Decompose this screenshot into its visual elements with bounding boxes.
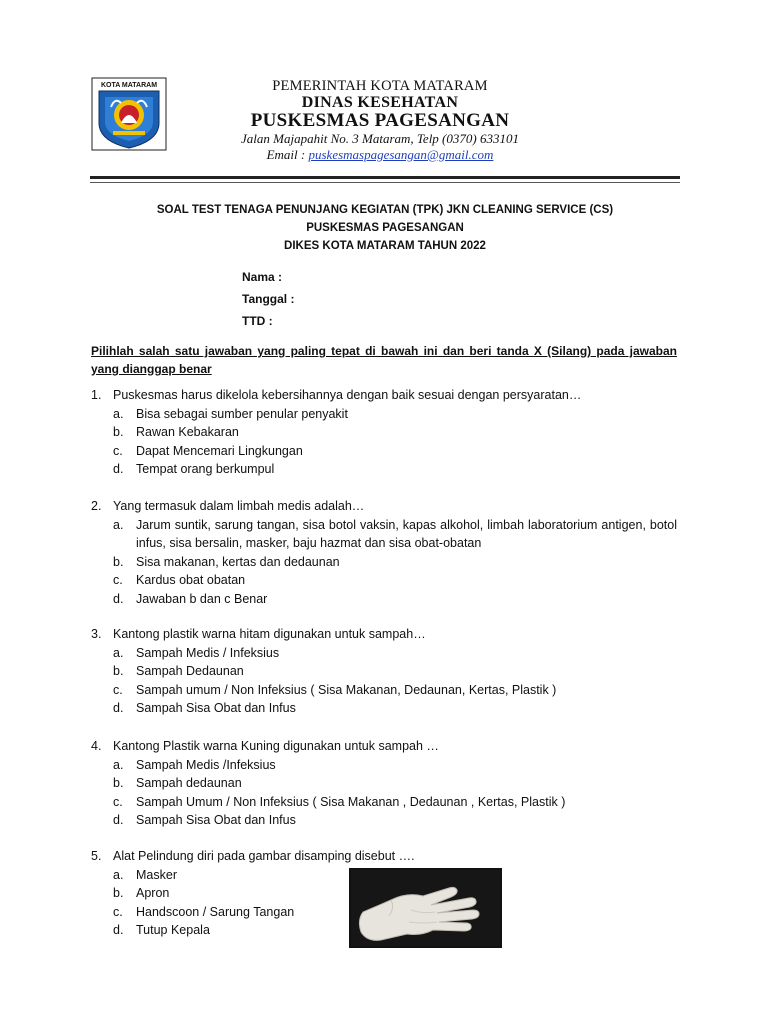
institution-heading: PUSKESMAS PAGESANGAN xyxy=(250,110,510,131)
answer-option-b[interactable] xyxy=(91,423,677,442)
answer-option-a[interactable] xyxy=(91,405,677,424)
exam-subtitle-year: DIKES KOTA MATARAM TAHUN 2022 xyxy=(284,240,486,252)
option-letter: b. xyxy=(113,886,124,900)
option-text: Jarum suntik, sarung tangan, sisa botol vaksin, kapas alkohol, limbah laboratorium antigen, botol infus, sisa bersalin, masker, baju hazmat dan sisa obat-obatan xyxy=(136,517,677,550)
email-link[interactable]: puskesmaspagesangan@gmail.com xyxy=(308,147,494,162)
option-letter: a. xyxy=(113,406,124,421)
option-letter: a. xyxy=(113,757,124,772)
question-number: 4. xyxy=(91,739,102,753)
question-stem xyxy=(91,737,677,756)
question-text: Puskesmas harus dikelola kebersihannya dengan baik sesuai dengan persyaratan… xyxy=(113,388,582,402)
option-letter: c. xyxy=(113,573,123,587)
option-letter: b. xyxy=(113,776,124,790)
option-text: Sampah umum / Non Infeksius ( Sisa Makanan, Dedaunan, Kertas, Plastik ) xyxy=(136,682,557,697)
option-letter: d. xyxy=(113,591,124,606)
option-text: Bisa sebagai sumber penular penyakit xyxy=(136,406,348,421)
option-text: Sampah Dedaunan xyxy=(136,664,244,678)
question-number: 3. xyxy=(91,627,102,641)
question-stem xyxy=(91,386,677,405)
option-text: Sampah Medis / Infeksius xyxy=(136,645,280,660)
option-letter: b. xyxy=(113,425,124,439)
option-text: Dapat Mencemari Lingkungan xyxy=(136,443,303,458)
exam-title: SOAL TEST TENAGA PENUNJANG KEGIATAN (TPK) JKN CLEANING SERVICE (CS) xyxy=(156,204,614,216)
option-text: Sisa makanan, kertas dan dedaunan xyxy=(136,554,340,569)
question-3 xyxy=(91,625,677,718)
answer-option-a[interactable] xyxy=(91,644,677,663)
option-letter: c. xyxy=(113,794,123,809)
option-text: Sampah Medis /Infeksius xyxy=(136,757,276,772)
question-1 xyxy=(91,386,677,479)
option-letter: a. xyxy=(113,645,124,660)
question-number: 5. xyxy=(91,849,102,863)
letterhead-divider-thin xyxy=(90,182,680,183)
answer-option-c[interactable] xyxy=(91,571,677,590)
question-stem xyxy=(91,625,677,644)
option-text: Tutup Kepala xyxy=(136,923,210,937)
option-text: Sampah Umum / Non Infeksius ( Sisa Makanan , Dedaunan , Kertas, Plastik ) xyxy=(136,794,566,809)
glove-icon xyxy=(351,870,500,946)
option-text: Rawan Kebakaran xyxy=(136,425,239,439)
kota-mataram-logo xyxy=(91,77,167,151)
question-text: Alat Pelindung diri pada gambar disamping disebut …. xyxy=(113,849,415,863)
option-letter: d. xyxy=(113,701,124,715)
option-letter: d. xyxy=(113,813,124,827)
option-text: Handscoon / Sarung Tangan xyxy=(136,904,295,919)
option-letter: d. xyxy=(113,462,124,476)
instruction-text: Pilihlah salah satu jawaban yang paling tepat di bawah ini dan beri tanda X (Silang) pada jawaban yang dianggap benar xyxy=(91,344,677,376)
letterhead-divider-thick xyxy=(90,176,680,179)
department-heading: DINAS KESEHATAN xyxy=(301,94,459,111)
answer-option-b[interactable] xyxy=(91,553,677,572)
option-text: Tempat orang berkumpul xyxy=(136,462,275,476)
question-4 xyxy=(91,737,677,830)
option-text: Jawaban b dan c Benar xyxy=(136,591,268,606)
answer-option-d[interactable] xyxy=(91,590,677,609)
answer-option-a[interactable] xyxy=(91,756,677,775)
answer-option-b[interactable] xyxy=(91,774,677,793)
glove-image xyxy=(349,868,502,948)
option-letter: b. xyxy=(113,554,124,569)
option-letter: c. xyxy=(113,443,123,458)
option-letter: c. xyxy=(113,682,123,697)
name-field-label: Nama : xyxy=(242,270,283,284)
answer-option-d[interactable] xyxy=(91,699,677,718)
option-text: Masker xyxy=(136,867,177,882)
question-stem xyxy=(91,847,677,866)
answer-option-a[interactable] xyxy=(91,516,677,553)
option-text: Sampah Sisa Obat dan Infus xyxy=(136,701,296,715)
logo-label: KOTA MATARAM xyxy=(100,82,158,89)
option-text: Kardus obat obatan xyxy=(136,573,246,587)
option-text: Apron xyxy=(136,886,170,900)
answer-option-c[interactable] xyxy=(91,442,677,461)
date-field-label: Tanggal : xyxy=(242,292,295,306)
exam-subtitle-institution: PUSKESMAS PAGESANGAN xyxy=(306,222,464,234)
question-text: Yang termasuk dalam limbah medis adalah… xyxy=(113,499,365,513)
answer-option-b[interactable] xyxy=(91,662,677,681)
signature-field-label: TTD : xyxy=(242,314,273,328)
answer-option-d[interactable] xyxy=(91,811,677,830)
address-line: Jalan Majapahit No. 3 Mataram, Telp (0370) 633101 xyxy=(241,131,519,146)
question-text: Kantong plastik warna hitam digunakan untuk sampah… xyxy=(113,627,426,641)
option-letter: a. xyxy=(113,867,124,882)
government-heading: PEMERINTAH KOTA MATARAM xyxy=(272,78,488,94)
email-label: Email : xyxy=(266,147,309,162)
option-letter: c. xyxy=(113,904,123,919)
email-line xyxy=(170,147,590,163)
option-letter: a. xyxy=(113,517,124,532)
answer-option-d[interactable] xyxy=(91,460,677,479)
question-text: Kantong Plastik warna Kuning digunakan untuk sampah … xyxy=(113,739,439,753)
option-letter: d. xyxy=(113,923,124,937)
answer-option-c[interactable] xyxy=(91,681,677,700)
question-2 xyxy=(91,497,677,608)
question-number: 2. xyxy=(91,499,102,513)
answer-option-c[interactable] xyxy=(91,793,677,812)
question-number: 1. xyxy=(91,388,102,402)
option-text: Sampah Sisa Obat dan Infus xyxy=(136,813,296,827)
option-letter: b. xyxy=(113,664,124,678)
question-stem xyxy=(91,497,677,516)
option-text: Sampah dedaunan xyxy=(136,776,242,790)
